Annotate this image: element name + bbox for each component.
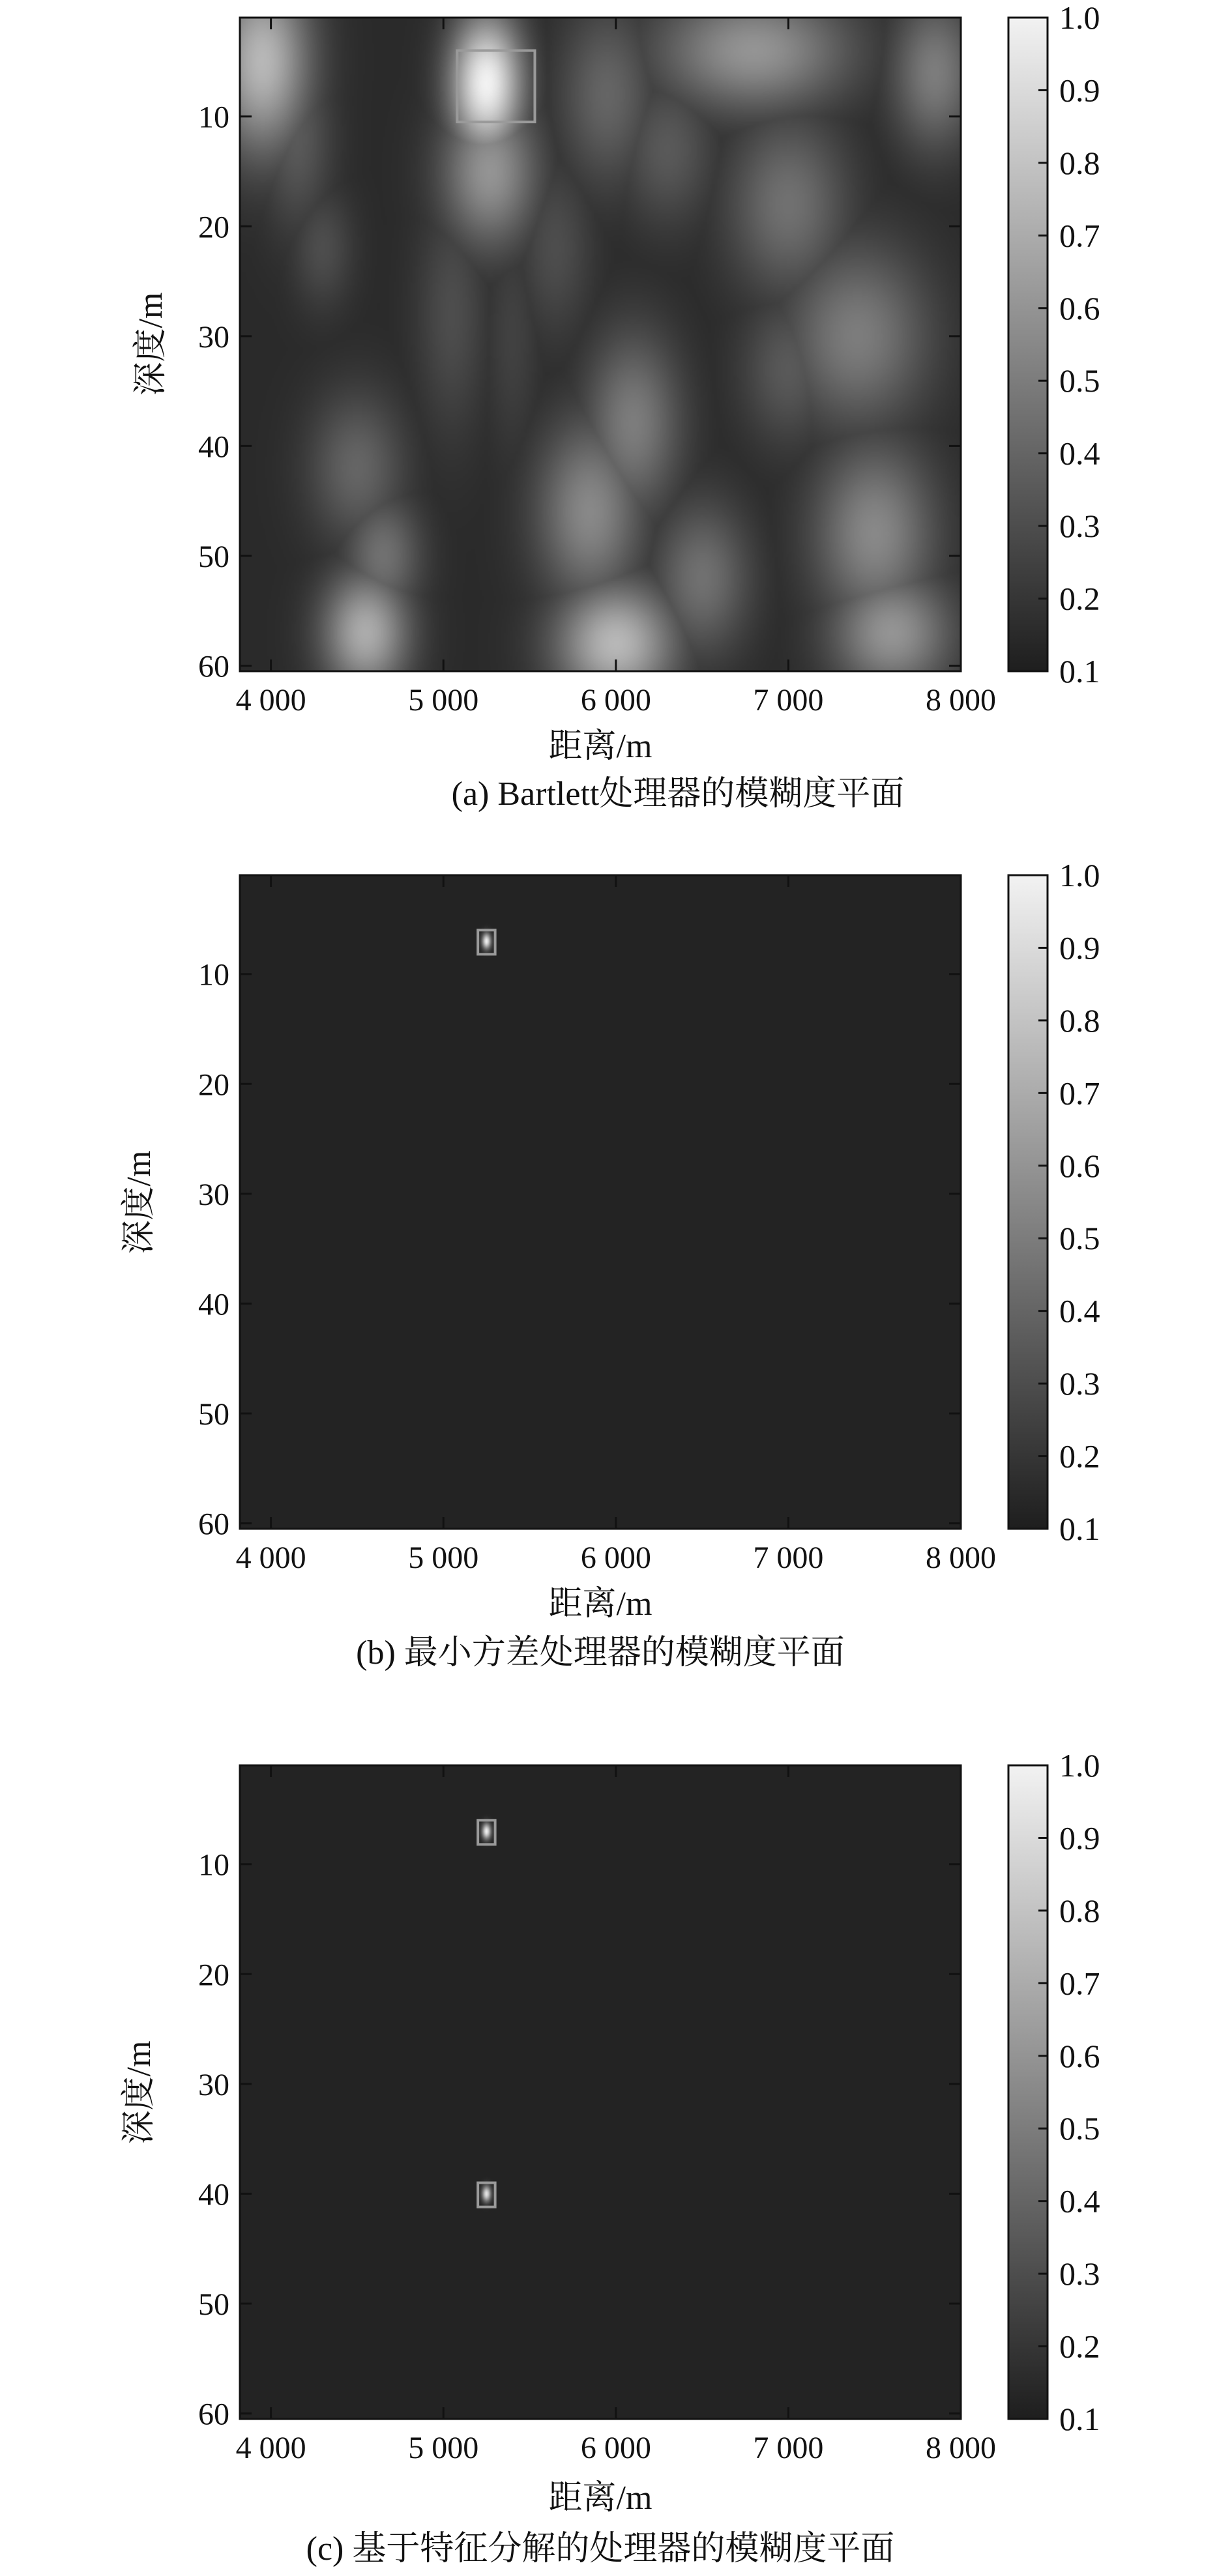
caption-b: (b) 最小方差处理器的模糊度平面 [356,1634,845,1672]
y-tick-label-b-2: 20 [198,1067,229,1103]
y-tick-label-c-2: 20 [198,1958,229,1993]
colorbar-tick-label-c-9: 0.9 [1059,1819,1100,1857]
colorbar-tick-label-b-5: 0.5 [1059,1220,1100,1257]
x-tick-label-b-5: 8 000 [926,1541,996,1575]
x-tick-label-a-4: 7 000 [753,683,824,717]
x-tick-label-a-3: 6 000 [580,683,651,717]
heatmap-image-a [240,18,961,671]
caption-a: (a) Bartlett处理器的模糊度平面 [451,775,905,813]
colorbar-tick-label-a-5: 0.5 [1059,362,1100,399]
y-tick-label-c-1: 10 [198,1847,229,1883]
y-tick-label-a-2: 20 [198,210,229,245]
colorbar-tick-label-c-8: 0.8 [1059,1892,1100,1929]
y-tick-label-a-3: 30 [198,319,229,355]
x-tick-label-b-2: 5 000 [408,1541,479,1575]
y-tick-label-b-6: 60 [198,1507,229,1542]
colorbar-b [1008,875,1048,1529]
colorbar-tick-label-a-2: 0.2 [1059,580,1100,617]
x-tick-label-c-2: 5 000 [408,2431,479,2465]
colorbar-tick-label-b-9: 0.9 [1059,929,1100,966]
colorbar-c [1008,1765,1048,2419]
colorbar-tick-label-a-1: 0.1 [1059,653,1100,689]
colorbar-tick-label-b-3: 0.3 [1059,1365,1100,1402]
y-axis-label-b: 深度/m [121,1150,158,1254]
x-tick-label-c-1: 4 000 [235,2431,306,2465]
colorbar-tick-label-c-1: 0.1 [1059,2401,1100,2437]
y-tick-label-b-4: 40 [198,1287,229,1322]
x-axis-label-b: 距离/m [548,1585,653,1623]
heatmap-image-c [240,1765,961,2419]
y-tick-label-b-5: 50 [198,1397,229,1432]
heatmap-image-b [240,875,961,1529]
y-axis-label-c: 深度/m [121,2040,158,2145]
colorbar-tick-label-a-6: 0.6 [1059,289,1100,326]
colorbar-tick-label-c-5: 0.5 [1059,2110,1100,2147]
colorbar-tick-label-b-10: 1.0 [1059,857,1100,893]
colorbar-tick-label-c-3: 0.3 [1059,2255,1100,2293]
y-tick-label-a-1: 10 [198,100,229,135]
colorbar-tick-label-b-8: 0.8 [1059,1002,1100,1039]
colorbar-tick-label-a-8: 0.8 [1059,144,1100,181]
colorbar-tick-label-b-4: 0.4 [1059,1292,1100,1329]
colorbar-tick-label-c-10: 1.0 [1059,1747,1100,1784]
colorbar-a [1008,18,1048,671]
y-tick-label-a-6: 60 [198,649,229,684]
x-axis-label-c: 距离/m [548,2480,653,2517]
y-tick-label-c-5: 50 [198,2287,229,2322]
y-tick-label-c-3: 30 [198,2067,229,2102]
colorbar-tick-label-a-10: 1.0 [1059,0,1100,36]
x-axis-label-a: 距离/m [548,728,653,765]
y-tick-label-a-4: 40 [198,429,229,465]
x-tick-label-a-1: 4 000 [235,683,306,717]
caption-c: (c) 基于特征分解的处理器的模糊度平面 [306,2530,895,2568]
panel-c [121,1747,1100,2568]
x-tick-label-b-1: 4 000 [235,1541,306,1575]
panel-b [121,857,1100,1672]
colorbar-tick-label-a-7: 0.7 [1059,217,1100,254]
x-tick-label-c-5: 8 000 [926,2431,996,2465]
colorbar-tick-label-b-7: 0.7 [1059,1075,1100,1112]
x-tick-label-a-2: 5 000 [408,683,479,717]
x-tick-label-c-3: 6 000 [580,2431,651,2465]
colorbar-tick-label-b-2: 0.2 [1059,1438,1100,1475]
colorbar-tick-label-c-2: 0.2 [1059,2328,1100,2365]
colorbar-tick-label-c-4: 0.4 [1059,2182,1100,2220]
panel-a [132,0,1100,813]
y-axis-label-a: 深度/m [132,292,169,396]
x-tick-label-a-5: 8 000 [926,683,996,717]
colorbar-tick-label-c-6: 0.6 [1059,2037,1100,2074]
colorbar-tick-label-b-6: 0.6 [1059,1147,1100,1184]
colorbar-tick-label-a-4: 0.4 [1059,435,1100,472]
y-tick-label-b-1: 10 [198,957,229,992]
x-tick-label-b-3: 6 000 [580,1541,651,1575]
x-tick-label-b-4: 7 000 [753,1541,824,1575]
colorbar-tick-label-a-9: 0.9 [1059,72,1100,109]
colorbar-tick-label-b-1: 0.1 [1059,1511,1100,1547]
colorbar-tick-label-c-7: 0.7 [1059,1965,1100,2002]
colorbar-tick-label-a-3: 0.3 [1059,508,1100,545]
x-tick-label-c-4: 7 000 [753,2431,824,2465]
y-tick-label-a-5: 50 [198,540,229,574]
y-tick-label-c-6: 60 [198,2397,229,2432]
y-tick-label-c-4: 40 [198,2177,229,2212]
y-tick-label-b-3: 30 [198,1177,229,1212]
